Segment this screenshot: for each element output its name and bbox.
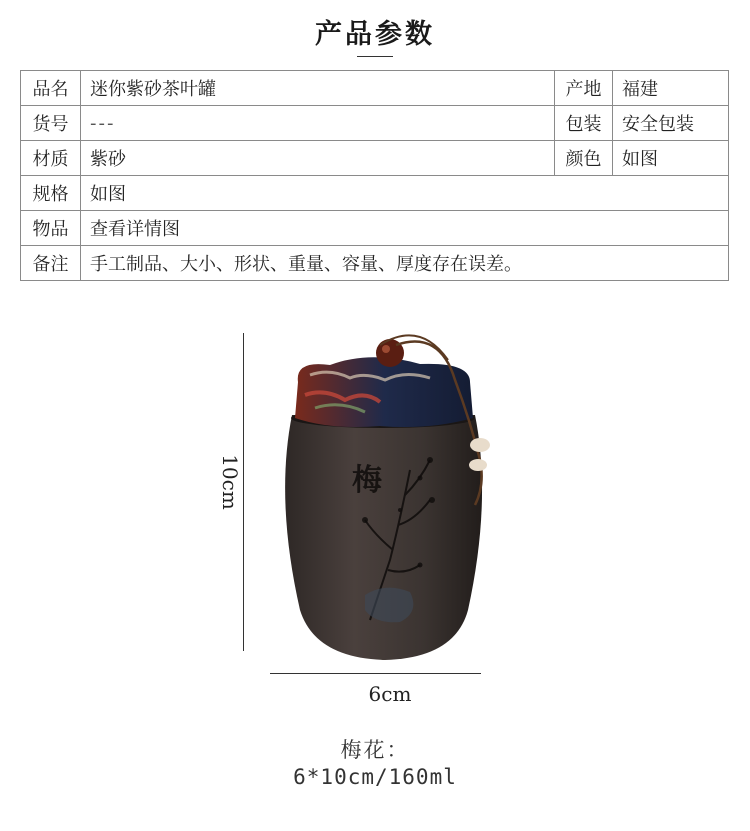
spec-row-item	[21, 211, 729, 246]
spec-label: 货号	[21, 106, 81, 141]
spec-label: 品名	[21, 71, 81, 106]
spec-row-note	[21, 246, 729, 281]
height-dimension-line	[243, 333, 244, 651]
page-title: 产品参数	[315, 19, 435, 50]
spec-value: 如图	[613, 141, 729, 176]
spec-value: 手工制品、大小、形状、重量、容量、厚度存在误差。	[81, 246, 729, 281]
product-style-name: 梅花：	[340, 738, 410, 762]
width-dimension-line	[270, 673, 481, 674]
spec-row-material	[21, 141, 729, 176]
spec-value: 安全包装	[613, 106, 729, 141]
spec-value: 紫砂	[81, 141, 555, 176]
spec-label: 物品	[21, 211, 81, 246]
spec-value: 如图	[81, 176, 729, 211]
title-divider	[357, 56, 393, 57]
spec-label: 产地	[555, 71, 613, 106]
spec-label: 备注	[21, 246, 81, 281]
spec-value: 福建	[613, 71, 729, 106]
spec-value: 查看详情图	[81, 211, 729, 246]
spec-value: 迷你紫砂茶叶罐	[81, 71, 555, 106]
spec-table	[20, 70, 729, 281]
tea-jar-image	[270, 320, 520, 665]
spec-label: 颜色	[555, 141, 613, 176]
width-dimension-label: 6cm	[368, 682, 412, 706]
spec-value: ---	[81, 106, 555, 141]
spec-row-size	[21, 176, 729, 211]
spec-row-name	[21, 71, 729, 106]
spec-label: 包装	[555, 106, 613, 141]
spec-label: 材质	[21, 141, 81, 176]
svg-text:梅: 梅	[352, 463, 382, 498]
product-size-capacity: 6*10cm/160ml	[293, 765, 457, 789]
height-dimension-label: 10cm	[218, 454, 242, 510]
spec-row-item-number	[21, 106, 729, 141]
spec-label: 规格	[21, 176, 81, 211]
